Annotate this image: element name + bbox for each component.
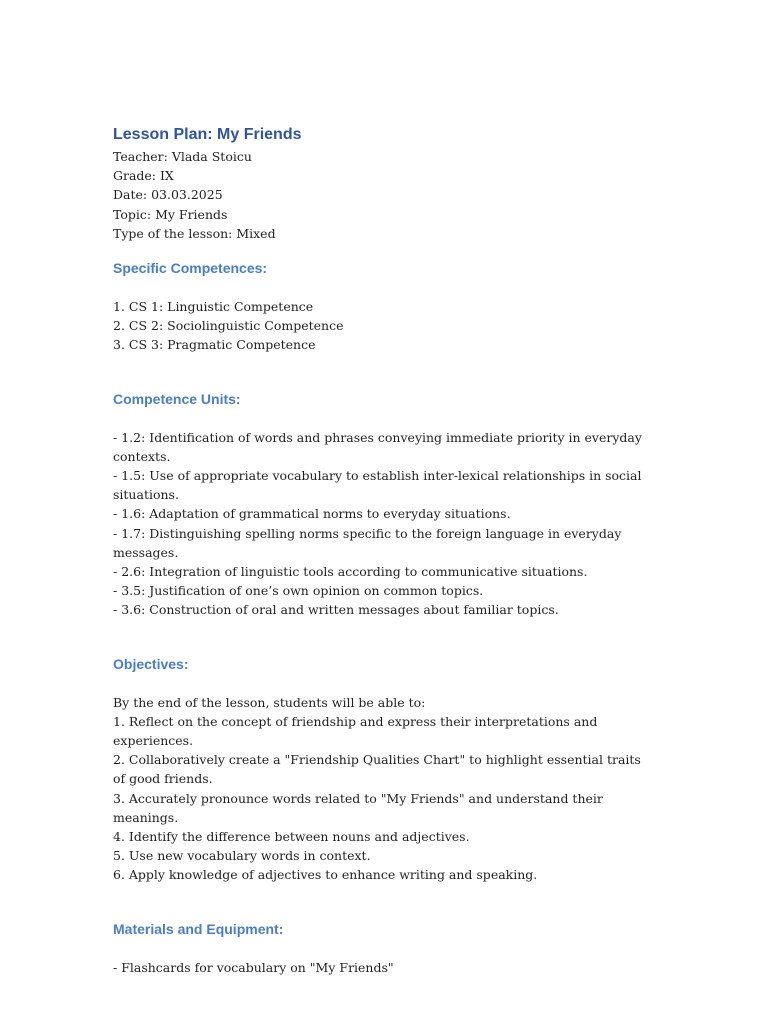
list-item: - 3.6: Construction of oral and written messages about familiar topics. — [113, 602, 559, 618]
section-heading: Objectives: — [113, 655, 189, 672]
list-item: 1. CS 1: Linguistic Competence — [113, 299, 314, 315]
list-item: - 1.7: Distinguishing spelling norms specific to the foreign language in everyday messages. — [113, 525, 622, 560]
meta-teacher: Teacher: Vlada Stoicu — [113, 149, 252, 164]
meta-topic: Topic: My Friends — [113, 206, 228, 222]
list-item: - 1.5: Use of appropriate vocabulary to establish inter-lexical relationships in social situations. — [113, 468, 642, 503]
list-item: 2. CS 2: Sociolinguistic Competence — [113, 318, 344, 334]
section-materials — [113, 919, 653, 977]
list-item: - 1.6: Adaptation of grammatical norms to everyday situations. — [113, 506, 511, 522]
section-heading: Competence Units: — [113, 390, 241, 407]
document-body — [113, 124, 653, 977]
list-item: 3. Accurately pronounce words related to "My Friends" and understand their meanings. — [113, 790, 603, 825]
meta-lesson-type: Type of the lesson: Mixed — [113, 225, 276, 241]
lesson-meta — [113, 147, 653, 243]
list-item: 5. Use new vocabulary words in context. — [113, 848, 371, 864]
list-item: - 2.6: Integration of linguistic tools according to communicative situations. — [113, 564, 588, 580]
section-objectives — [113, 654, 653, 885]
section-competence-units — [113, 389, 653, 620]
section-heading: Specific Competences: — [113, 260, 268, 277]
list-item: - 3.5: Justification of one’s own opinion on common topics. — [113, 583, 484, 599]
list-intro: By the end of the lesson, students will be able to: — [113, 694, 426, 710]
section-specific-competences — [113, 258, 653, 355]
list-item: 2. Collaboratively create a "Friendship Qualities Chart" to highlight essential traits of good friends. — [113, 752, 641, 787]
meta-grade: Grade: IX — [113, 168, 174, 184]
section-heading: Materials and Equipment: — [113, 920, 284, 937]
list-item: 1. Reflect on the concept of friendship and express their interpretations and experiences. — [113, 713, 598, 749]
document-title: Lesson Plan: My Friends — [113, 126, 302, 143]
list-item: 3. CS 3: Pragmatic Competence — [113, 337, 316, 353]
list-item: - 1.2: Identification of words and phrases conveying immediate priority in everyday contexts. — [113, 429, 642, 464]
list-item: - Flashcards for vocabulary on "My Friends" — [113, 959, 394, 975]
meta-date: Date: 03.03.2025 — [113, 187, 223, 203]
list-item: 6. Apply knowledge of adjectives to enhance writing and speaking. — [113, 867, 538, 883]
list-item: 4. Identify the difference between nouns and adjectives. — [113, 829, 470, 845]
